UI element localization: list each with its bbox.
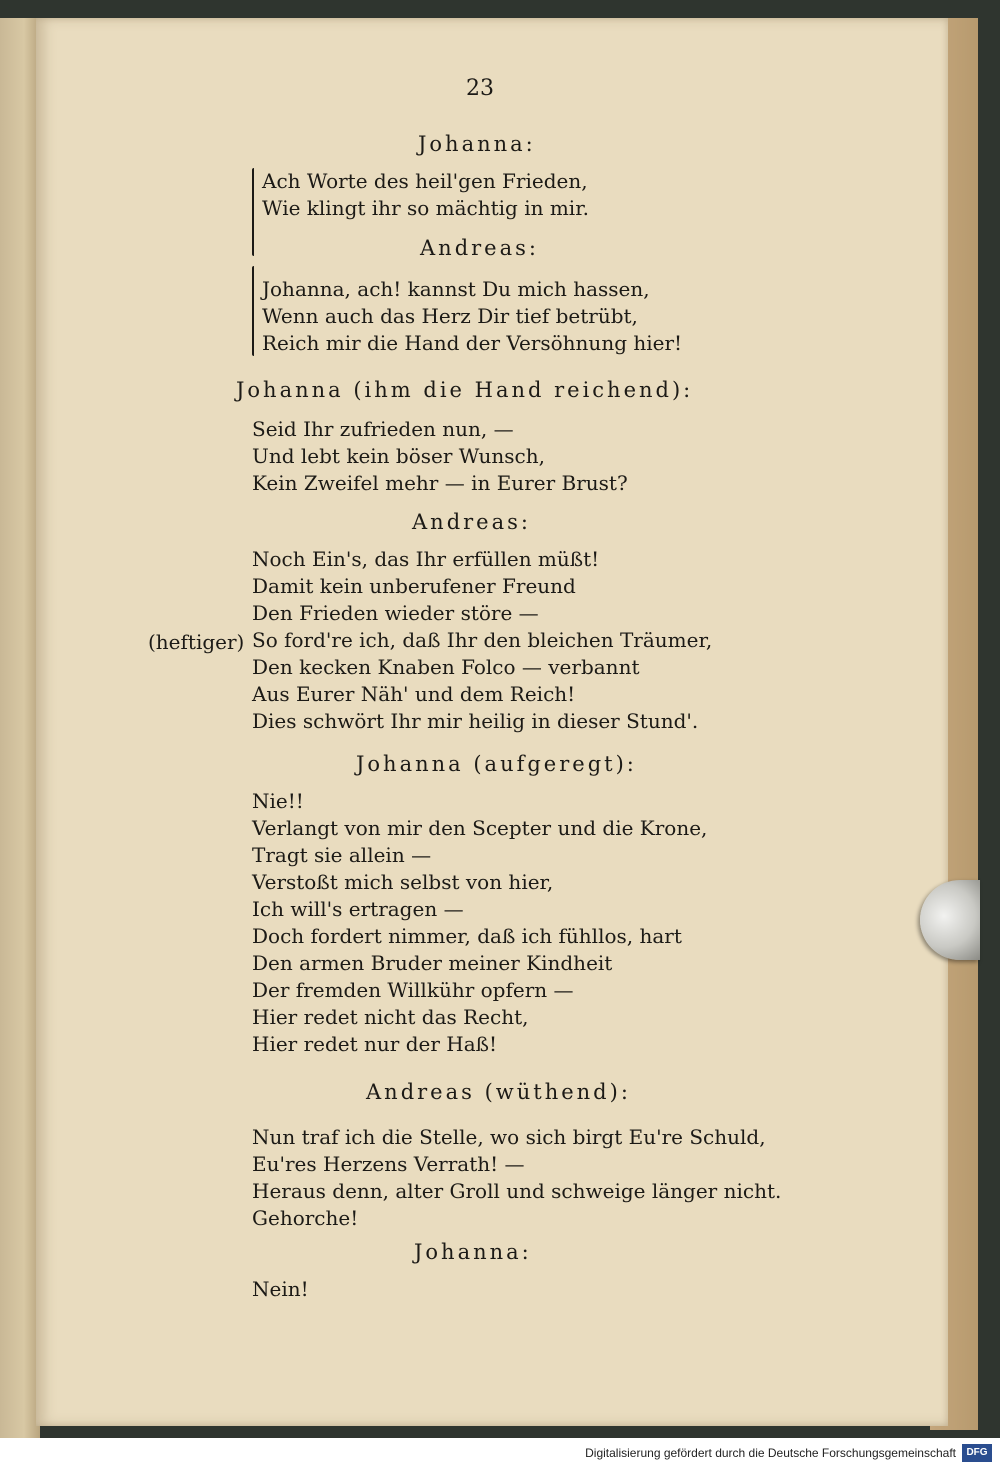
brace-bracket [252, 266, 254, 356]
verse-line: Ach Worte des heil'gen Frieden, [262, 169, 588, 193]
verse-block [252, 1276, 309, 1303]
verse-line: Nie!! [252, 789, 304, 813]
page-number: 23 [466, 76, 494, 101]
speaker-heading: Johanna: [414, 1240, 532, 1264]
stage-direction: (heftiger) [148, 630, 245, 654]
verse-line: Gehorche! [252, 1206, 359, 1230]
verse-line: Hier redet nur der Haß! [252, 1032, 498, 1056]
speaker-heading: Johanna (ihm die Hand reichend): [236, 378, 694, 402]
verse-line: Seid Ihr zufrieden nun, — [252, 417, 514, 441]
verse-line: Ich will's ertragen — [252, 897, 464, 921]
verse-line: Tragt sie allein — [252, 843, 432, 867]
verse-line: Nun traf ich die Stelle, wo sich birgt Eu're Schuld, [252, 1125, 766, 1149]
verse-line: Reich mir die Hand der Versöhnung hier! [262, 331, 683, 355]
speaker-heading: Andreas (wüthend): [366, 1080, 631, 1104]
speaker-heading: Andreas: [420, 236, 539, 260]
verse-line: Aus Eurer Näh' und dem Reich! [252, 682, 576, 706]
verse-block [262, 276, 682, 357]
left-page-edge [0, 18, 40, 1438]
verse-line: Verlangt von mir den Scepter und die Krone, [252, 816, 708, 840]
verse-line: Dies schwört Ihr mir heilig in dieser Stund'. [252, 709, 699, 733]
verse-line: Kein Zweifel mehr — in Eurer Brust? [252, 471, 628, 495]
footer-bar [0, 1438, 1000, 1471]
verse-line: Hier redet nicht das Recht, [252, 1005, 529, 1029]
verse-line: Noch Ein's, das Ihr erfüllen müßt! [252, 547, 600, 571]
verse-block [252, 1124, 781, 1232]
verse-line: Und lebt kein böser Wunsch, [252, 444, 545, 468]
verse-block [252, 416, 628, 497]
verse-line: Den armen Bruder meiner Kindheit [252, 951, 613, 975]
verse-block [252, 546, 712, 735]
verse-line: Den Frieden wieder störe — [252, 601, 539, 625]
speaker-heading: Johanna (aufgeregt): [356, 752, 637, 776]
verse-block [252, 788, 707, 1058]
speaker-heading: Andreas: [412, 510, 531, 534]
verse-line: Wie klingt ihr so mächtig in mir. [262, 196, 589, 220]
verse-line: So ford're ich, daß Ihr den bleichen Träumer, [252, 628, 713, 652]
verse-line: Damit kein unberufener Freund [252, 574, 576, 598]
verse-block [262, 168, 589, 222]
verse-line: Wenn auch das Herz Dir tief betrübt, [262, 304, 638, 328]
verse-line: Doch fordert nimmer, daß ich fühllos, hart [252, 924, 682, 948]
funding-credit: Digitalisierung gefördert durch die Deutsche Forschungsgemeinschaft [585, 1446, 956, 1460]
verse-line: Eu'res Herzens Verrath! — [252, 1152, 525, 1176]
verse-line: Heraus denn, alter Groll und schweige länger nicht. [252, 1179, 782, 1203]
verse-line: Den kecken Knaben Folco — verbannt [252, 655, 640, 679]
verse-line: Johanna, ach! kannst Du mich hassen, [262, 277, 650, 301]
brace-bracket [252, 168, 254, 256]
dfg-logo-icon: DFG [962, 1444, 992, 1462]
verse-line: Verstoßt mich selbst von hier, [252, 870, 554, 894]
speaker-heading: Johanna: [418, 132, 536, 156]
verse-line: Nein! [252, 1277, 309, 1301]
verse-line: Der fremden Willkühr opfern — [252, 978, 574, 1002]
